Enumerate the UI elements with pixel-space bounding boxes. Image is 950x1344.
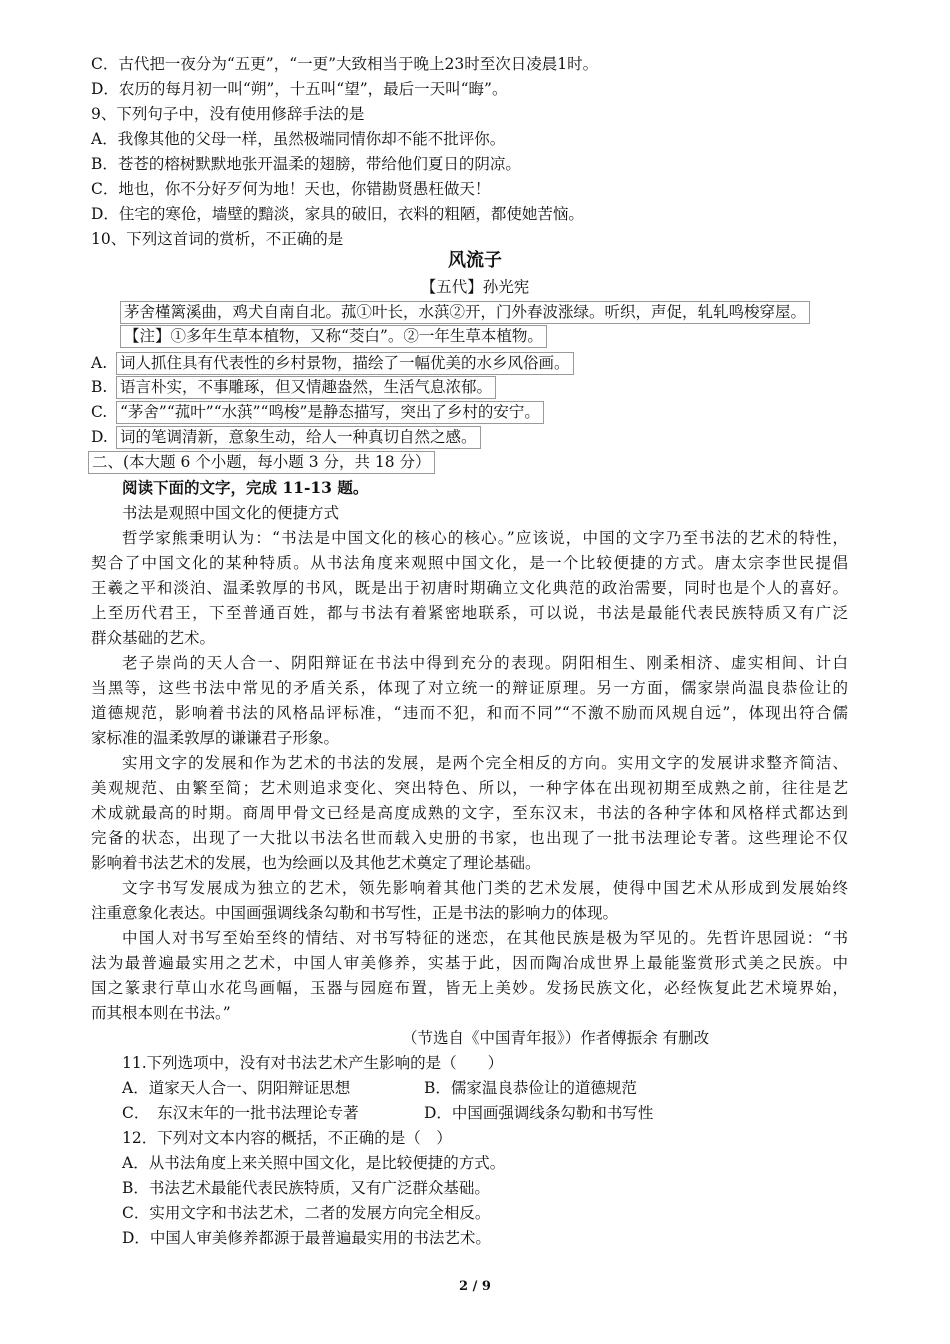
question-10-option-a-text: 词人抓住具有代表性的乡村景物，描绘了一幅优美的水乡风俗画。 [116,352,574,375]
paragraph-3-line: 美观规范、由繁至简；艺术则追求变化、突出特色、所以，一种字体在出现初期至成熟之前，往往是艺 [91,779,848,797]
question-10-option-c-letter: C. [91,403,108,421]
question-9-option-a: A．我像其他的父母一样，虽然极端同情你却不能不批评你。 [91,130,506,148]
paragraph-2-line: 家标准的温柔敦厚的谦谦君子形象。 [91,729,340,747]
paragraph-3-line: 实用文字的发展和作为艺术的书法的发展，是两个完全相反的方向。实用文字的发展讲求整齐简洁、 [122,754,848,772]
poem-author: 【五代】孙光宪 [420,278,530,296]
question-11-option-a: A．道家天人合一、阴阳辩证思想 [122,1079,351,1097]
paragraph-1-line: 上至历代君王，下至普通百姓，都与书法有着紧密地联系，可以说，书法是最能代表民族特质又有广泛 [91,604,848,622]
paragraph-3-line: 影响着书法艺术的发展，也为绘画以及其他艺术奠定了理论基础。 [91,854,541,872]
option-c-top: C．古代把一夜分为“五更”，“一更”大致相当于晚上23时至次日凌晨1时。 [91,55,599,73]
article-source: （节选自《中国青年报》）作者傅振余 有删改 [402,1029,710,1047]
question-11-option-b: B．儒家温良恭俭让的道德规范 [424,1079,637,1097]
article-title: 书法是观照中国文化的便捷方式 [122,504,340,522]
paragraph-1-line: 契合了中国文化的某种特质。从书法角度来观照中国文化，是一个比较便捷的方式。唐太宗李世民提倡 [91,554,848,572]
paragraph-1-line: 王羲之平和淡泊、温柔敦厚的书风，既是出于初唐时期确立文化典范的政治需要，同时也是个人的喜好。 [91,579,848,597]
question-10-option-b-text: 语言朴实，不事雕琢，但又情趣盎然，生活气息浓郁。 [116,376,496,399]
paragraph-4-line: 文字书写发展成为独立的艺术，领先影响着其他门类的艺术发展，使得中国艺术从形成到发展始终 [122,879,848,897]
question-10-option-b-letter: B. [91,378,108,396]
question-11-option-d: D．中国画强调线条勾勒和书写性 [424,1104,654,1122]
poem-title: 风流子 [448,250,502,271]
question-11-stem: 11.下列选项中，没有对书法艺术产生影响的是（ ） [122,1054,504,1072]
question-10-stem: 10、下列这首词的赏析，不正确的是 [91,230,344,248]
question-9-option-b: B．苍苍的榕树默默地张开温柔的翅膀，带给他们夏日的阴凉。 [91,155,521,173]
reading-instruction: 阅读下面的文字，完成 11-13 题。 [122,478,369,497]
question-12-option-c: C．实用文字和书法艺术，二者的发展方向完全相反。 [122,1204,491,1222]
paragraph-2-line: 当黑等，这些书法中常见的矛盾关系，体现了对立统一的辩证原理。另一方面，儒家崇尚温良恭俭让的 [91,679,848,697]
question-12-option-a: A．从书法角度上来关照中国文化，是比较便捷的方式。 [122,1154,506,1172]
paragraph-4-line: 注重意象化表达。中国画强调线条勾勒和书写性，正是书法的影响力的体现。 [91,904,619,922]
question-12-stem: 12．下列对文本内容的概括，不正确的是（ ） [122,1129,452,1147]
paragraph-5-line: 国之篆隶行草山水花鸟画幅，玉器与园庭布置，皆无上美妙。发扬民族文化，必经恢复此艺术境界始， [91,979,848,997]
question-12-option-d: D．中国人审美修养都源于最普遍最实用的书法艺术。 [122,1229,491,1247]
paragraph-3-line: 术成就最高的时期。商周甲骨文已经是高度成熟的文字，至东汉末，书法的各种字体和风格样式都达到 [91,804,848,822]
paragraph-2-line: 老子崇尚的天人合一、阴阳辩证在书法中得到充分的表现。阴阳相生、刚柔相济、虚实相间、计白 [122,654,848,672]
question-11-option-c: C． 东汉末年的一批书法理论专著 [122,1104,359,1122]
option-d-top: D．农历的每月初一叫“朔”，十五叫“望”，最后一天叫“晦”。 [91,80,508,98]
paragraph-3-line: 完备的状态，出现了一大批以书法名世而载入史册的书家，也出现了一批书法理论专著。这些理论不仅 [91,829,848,847]
poem-text: 茅舍槿篱溪曲，鸡犬自南自北。菰①叶长，水葓②开，门外春波涨绿。听织，声促，轧轧鸣梭穿屋。 [120,301,810,324]
paragraph-5-line: 中国人对书写至始至终的情结、对书写特征的迷恋，在其他民族是极为罕见的。先哲许思园说：“书 [122,929,848,947]
page-number: 2 / 9 [459,1279,491,1294]
question-10-option-c-text: “茅舍”“菰叶”“水葓”“鸣梭”是静态描写，突出了乡村的安宁。 [116,401,544,424]
question-10-option-a-letter: A. [91,354,108,372]
question-9-option-c: C．地也，你不分好歹何为地！天也，你错勘贤愚枉做天！ [91,180,491,198]
paragraph-5-line: 而其根本则在书法。” [91,1004,231,1022]
question-9-stem: 9、下列句子中，没有使用修辞手法的是 [91,105,365,123]
question-10-option-d-letter: D. [91,428,108,446]
question-10-option-d-text: 词的笔调清新，意象生动，给人一种真切自然之感。 [116,426,481,449]
paragraph-5-line: 法为最普遍最实用之艺术，中国人审美修养，实基于此，因而陶冶成世界上最能鉴赏形式美之民族。中 [91,954,848,972]
question-12-option-b: B．书法艺术最能代表民族特质，又有广泛群众基础。 [122,1179,490,1197]
section-2-heading: 二、(本大题 6 个小题，每小题 3 分，共 18 分） [88,451,435,474]
paragraph-1-line: 群众基础的艺术。 [91,629,216,647]
paragraph-2-line: 道德规范，影响着书法的风格品评标准，“违而不犯，和而不同”“不激不励而风规自远”，体现出符合儒 [91,704,848,722]
poem-note: 【注】①多年生草本植物，又称“茭白”。②一年生草本植物。 [120,325,547,348]
paragraph-1-line: 哲学家熊秉明认为：“书法是中国文化的核心的核心。”应该说，中国的文字乃至书法的艺术的特性， [122,529,848,547]
question-9-option-d: D．住宅的寒伧，墙壁的黯淡，家具的破旧，衣料的粗陋，都使她苦恼。 [91,205,584,223]
